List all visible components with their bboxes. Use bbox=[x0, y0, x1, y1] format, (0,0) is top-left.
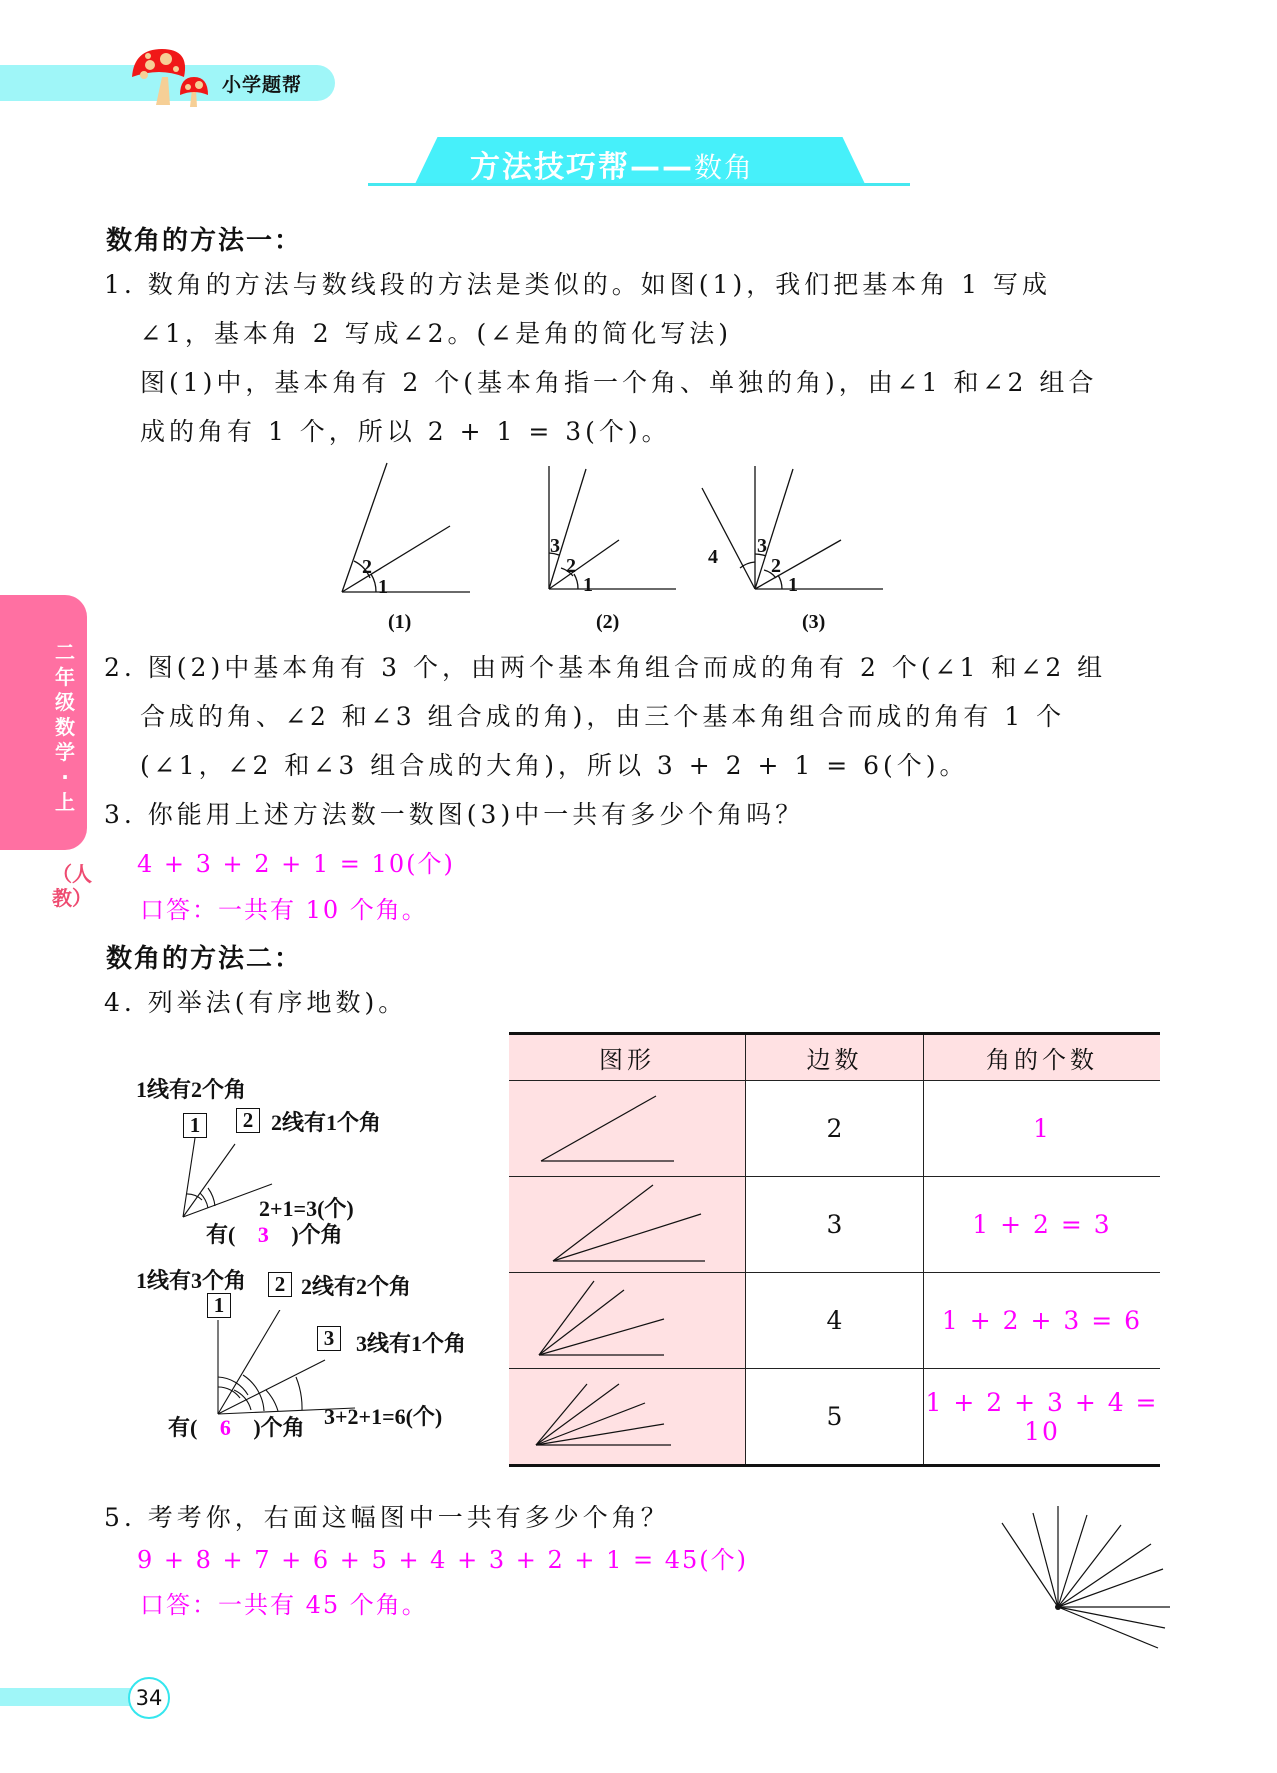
item5-answer-text: 口答：一共有 45 个角。 bbox=[140, 1591, 428, 1619]
side-tab-grade: 二年级数学·上 bbox=[55, 640, 75, 814]
edges-cell: 2 bbox=[746, 1081, 924, 1177]
total-prefix: 有( bbox=[206, 1222, 236, 1247]
fig1-label-1: 1 bbox=[378, 576, 388, 598]
mushroom-icon bbox=[128, 45, 218, 115]
edges-cell: 3 bbox=[746, 1177, 924, 1273]
fig3-label-3: 3 bbox=[757, 535, 767, 557]
diagram-b-box1: 1 bbox=[207, 1293, 231, 1318]
table-row bbox=[509, 1177, 1160, 1273]
item1-text bbox=[104, 260, 1097, 456]
shape-cell bbox=[509, 1081, 746, 1177]
shape-cell bbox=[509, 1369, 746, 1466]
diagram-b-box2: 2 bbox=[268, 1272, 292, 1297]
method2-heading: 数角的方法二： bbox=[106, 944, 303, 974]
count-cell: 1 + 2 = 3 bbox=[924, 1177, 1161, 1273]
diagram-a-calc: 2+1=3(个) bbox=[259, 1196, 354, 1221]
diagram-a-box2: 2 bbox=[236, 1108, 260, 1133]
fig2-label-2: 2 bbox=[566, 555, 576, 577]
table-header-row bbox=[509, 1034, 1160, 1081]
item2-text bbox=[104, 643, 1106, 839]
diagram-a-total bbox=[206, 1218, 343, 1249]
item5-question: 5. 考考你，右面这幅图中一共有多少个角？ bbox=[104, 1503, 670, 1532]
header-angle-count: 角的个数 bbox=[924, 1034, 1161, 1081]
five-ray-angle bbox=[509, 1369, 745, 1458]
page-title bbox=[470, 142, 754, 186]
shape-cell bbox=[509, 1273, 746, 1369]
item3-answer-calc: 4 + 3 + 2 + 1 = 10(个) bbox=[137, 850, 455, 878]
header-shape: 图形 bbox=[509, 1034, 746, 1081]
method1-heading: 数角的方法一： bbox=[106, 226, 303, 256]
item4-text: 4. 列举法(有序地数)。 bbox=[104, 988, 408, 1017]
table-row bbox=[509, 1081, 1160, 1177]
fig2-caption: (2) bbox=[596, 611, 620, 633]
fig2-label-1: 1 bbox=[583, 574, 593, 596]
total-suffix: )个角 bbox=[291, 1222, 343, 1247]
angle-count-table bbox=[509, 1032, 1160, 1467]
page-number-bar bbox=[0, 1688, 135, 1706]
fig3-label-2: 2 bbox=[771, 555, 781, 577]
diagram-b-line3-label: 3线有1个角 bbox=[356, 1331, 467, 1356]
diagram-b-line2-label: 2线有2个角 bbox=[301, 1274, 412, 1299]
diagram-b-total bbox=[168, 1411, 305, 1442]
item1-line: ∠1，基本角 2 写成∠2。(∠是角的简化写法) bbox=[140, 319, 732, 348]
side-tab-edition: （人教） bbox=[52, 862, 92, 910]
item2-line: 2. 图(2)中基本角有 3 个，由两个基本角组合而成的角有 2 个(∠1 和∠2 组 bbox=[104, 653, 1107, 682]
fig2-label-3: 3 bbox=[550, 535, 560, 557]
fig1-caption: (1) bbox=[388, 611, 412, 633]
fig3-label-4: 4 bbox=[708, 546, 718, 568]
angle-figures bbox=[330, 460, 950, 640]
diagram-b-line1-label: 1线有3个角 bbox=[136, 1268, 247, 1293]
brand-label: 小学题帮 bbox=[222, 74, 303, 96]
fig3-caption: (3) bbox=[802, 611, 826, 633]
edges-cell: 5 bbox=[746, 1369, 924, 1466]
item2-line: (∠1，∠2 和∠3 组合成的大角)，所以 3 + 2 + 1 = 6(个)。 bbox=[140, 751, 969, 780]
diagram-a-line1-label: 1线有2个角 bbox=[136, 1077, 247, 1102]
title-sub: 数角 bbox=[694, 151, 755, 184]
table-row bbox=[509, 1369, 1160, 1466]
item1-line: 图(1)中，基本角有 2 个(基本角指一个角、单独的角)，由∠1 和∠2 组合 bbox=[140, 368, 1098, 397]
count-cell: 1 + 2 + 3 = 6 bbox=[924, 1273, 1161, 1369]
three-ray-angle bbox=[509, 1177, 745, 1266]
total-suffix: )个角 bbox=[253, 1415, 305, 1440]
diagram-a-total-value: 3 bbox=[257, 1222, 269, 1247]
fig3-label-1: 1 bbox=[788, 574, 798, 596]
item3-question: 3. 你能用上述方法数一数图(3)中一共有多少个角吗？ bbox=[104, 800, 805, 829]
shape-cell bbox=[509, 1177, 746, 1273]
count-cell: 1 + 2 + 3 + 4 = 10 bbox=[924, 1369, 1161, 1466]
item1-line: 1. 数角的方法与数线段的方法是类似的。如图(1)，我们把基本角 1 写成 bbox=[104, 270, 1052, 299]
diagram-b-total-value: 6 bbox=[219, 1415, 231, 1440]
diagram-b-calc: 3+2+1=6(个) bbox=[324, 1404, 443, 1429]
item1-line: 成的角有 1 个，所以 2 + 1 = 3(个)。 bbox=[140, 417, 671, 446]
count-cell: 1 bbox=[924, 1081, 1161, 1177]
header-edges: 边数 bbox=[746, 1034, 924, 1081]
item3-answer-text: 口答：一共有 10 个角。 bbox=[140, 896, 428, 924]
item2-line: 合成的角、∠2 和∠3 组合成的角)，由三个基本角组合而成的角有 1 个 bbox=[140, 702, 1066, 731]
two-ray-angle bbox=[509, 1081, 745, 1170]
edges-cell: 4 bbox=[746, 1273, 924, 1369]
page-number: 34 bbox=[128, 1677, 170, 1719]
diagram-a-line2-label: 2线有1个角 bbox=[271, 1110, 382, 1135]
diagram-b-box3: 3 bbox=[317, 1326, 341, 1351]
item5-answer-calc: 9 + 8 + 7 + 6 + 5 + 4 + 3 + 2 + 1 = 45(个) bbox=[137, 1546, 748, 1574]
four-ray-angle bbox=[509, 1273, 745, 1362]
title-main: 方法技巧帮—— bbox=[470, 150, 694, 185]
ten-ray-fan-figure bbox=[990, 1495, 1180, 1655]
fig1-label-2: 2 bbox=[362, 556, 372, 578]
diagram-a-box1: 1 bbox=[183, 1113, 207, 1138]
table-row bbox=[509, 1273, 1160, 1369]
total-prefix: 有( bbox=[168, 1415, 198, 1440]
